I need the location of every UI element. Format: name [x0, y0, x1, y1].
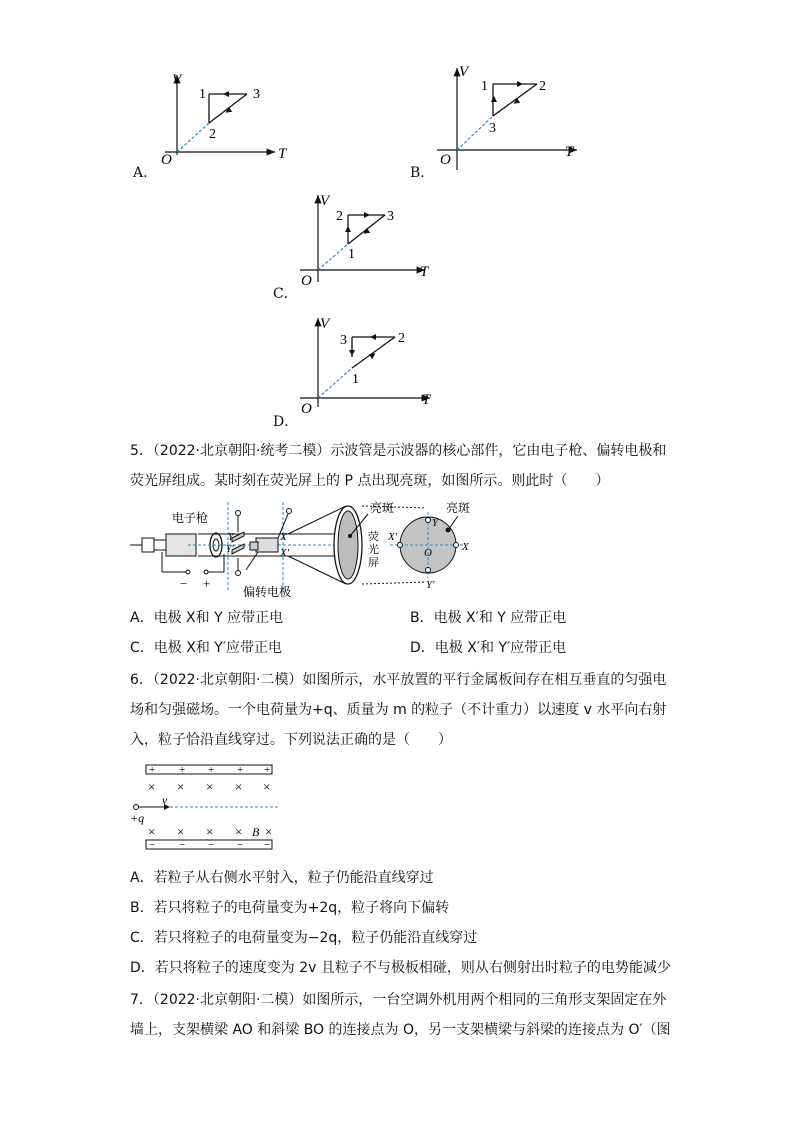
- svg-text:T: T: [565, 144, 574, 160]
- svg-text:2: 2: [209, 127, 216, 142]
- svg-text:−: −: [149, 839, 156, 851]
- svg-text:偏转电极: 偏转电极: [243, 585, 292, 599]
- svg-text:Y: Y: [432, 517, 439, 529]
- option-d-letter: D．: [273, 414, 299, 430]
- svg-text:T: T: [420, 264, 429, 280]
- svg-text:O: O: [301, 273, 312, 289]
- q5-stem-line1: 5．（2022·北京朝阳·统考二模）示波管是示波器的核心部件，它由电子枪、偏转电极和: [130, 443, 667, 459]
- svg-text:×: ×: [235, 779, 243, 794]
- svg-text:X′: X′: [280, 547, 290, 559]
- q7-stem-line1: 7．（2022·北京朝阳·二模）如图所示，一台空调外机用两个相同的三角形支架固定在外: [130, 992, 667, 1008]
- q6-option-b[interactable]: B．若只将粒子的电荷量变为+2q，粒子将向下偏转: [130, 900, 450, 916]
- svg-text:+: +: [208, 764, 215, 776]
- svg-text:2: 2: [336, 209, 343, 224]
- svg-text:+: +: [149, 764, 156, 776]
- svg-text:V: V: [459, 64, 469, 80]
- svg-text:O: O: [440, 152, 451, 168]
- svg-text:荧: 荧: [368, 530, 379, 543]
- svg-text:3: 3: [489, 121, 496, 136]
- svg-text:+: +: [179, 764, 186, 776]
- svg-text:×: ×: [263, 779, 271, 794]
- svg-text:×: ×: [235, 824, 243, 839]
- svg-text:−: −: [237, 839, 244, 851]
- q5-option-b[interactable]: B．电极 X′和 Y 应带正电: [410, 610, 567, 626]
- option-c-graph[interactable]: [270, 190, 440, 305]
- svg-text:−: −: [264, 839, 271, 851]
- option-b-graph[interactable]: [405, 60, 595, 185]
- svg-text:Y′: Y′: [226, 544, 234, 555]
- svg-text:光: 光: [368, 543, 379, 556]
- q6-stem-line1: 6．（2022·北京朝阳·二模）如图所示，水平放置的平行金属板间存在相互垂直的匀强电: [130, 672, 667, 688]
- q5-stem-line2: 荧光屏组成。某时刻在荧光屏上的 P 点出现亮斑，如图所示。则此时（ ）: [130, 473, 610, 489]
- plates-figure: [128, 760, 288, 855]
- svg-text:3: 3: [340, 333, 347, 348]
- q5-option-c[interactable]: C．电极 X和 Y′应带正电: [130, 640, 282, 656]
- svg-text:亮斑: 亮斑: [370, 501, 395, 515]
- svg-text:X′: X′: [388, 531, 398, 543]
- svg-text:×: ×: [148, 824, 156, 839]
- q6-stem-line2: 场和匀强磁场。一个电荷量为+q、质量为 m 的粒子（不计重力）以速度 v 水平向右射: [130, 702, 667, 718]
- q6-option-a[interactable]: A．若粒子从右侧水平射入，粒子仍能沿直线穿过: [130, 870, 434, 886]
- svg-text:V: V: [320, 316, 330, 332]
- svg-text:−: −: [179, 839, 186, 851]
- svg-text:亮斑: 亮斑: [446, 501, 471, 515]
- svg-text:3: 3: [253, 87, 260, 102]
- svg-text:+q: +q: [130, 811, 145, 825]
- option-b-letter: B．: [410, 165, 435, 181]
- svg-text:×: ×: [265, 824, 273, 839]
- q6-option-d[interactable]: D．若只将粒子的速度变为 2v 且粒子不与极板相碰，则从右侧射出时粒子的电势能减少: [130, 960, 671, 976]
- svg-text:3: 3: [387, 209, 394, 224]
- svg-text:O: O: [161, 152, 172, 168]
- svg-text:屏: 屏: [368, 556, 379, 569]
- svg-text:V: V: [320, 193, 330, 209]
- svg-text:X: X: [280, 531, 287, 543]
- oscilloscope-figure: [128, 500, 488, 600]
- dashed-line: [177, 123, 209, 152]
- svg-text:−: −: [180, 576, 188, 591]
- svg-text:v: v: [162, 793, 168, 807]
- svg-text:×: ×: [206, 824, 214, 839]
- svg-text:O: O: [301, 401, 312, 417]
- svg-text:T: T: [422, 392, 431, 408]
- svg-text:1: 1: [348, 247, 355, 262]
- svg-text:+: +: [203, 576, 211, 591]
- svg-text:×: ×: [206, 779, 214, 794]
- svg-text:T: T: [278, 146, 287, 162]
- svg-text:O: O: [424, 547, 432, 559]
- svg-text:V: V: [172, 72, 182, 88]
- svg-text:Y′: Y′: [426, 579, 435, 591]
- svg-text:1: 1: [199, 87, 206, 102]
- svg-text:+: +: [264, 764, 271, 776]
- option-a-letter: A．: [133, 165, 158, 181]
- svg-text:×: ×: [177, 824, 185, 839]
- svg-text:1: 1: [352, 372, 359, 387]
- q6-stem-line3: 入，粒子恰沿直线穿过。下列说法正确的是（ ）: [130, 732, 452, 748]
- svg-text:−: −: [208, 839, 215, 851]
- svg-text:1: 1: [481, 79, 488, 94]
- q5-option-d[interactable]: D．电极 X′和 Y′应带正电: [410, 640, 567, 656]
- svg-text:B: B: [252, 825, 260, 839]
- option-d-graph[interactable]: [270, 312, 440, 430]
- svg-text:×: ×: [148, 779, 156, 794]
- svg-text:+: +: [237, 764, 244, 776]
- svg-text:2: 2: [398, 331, 405, 346]
- q5-option-a[interactable]: A．电极 X和 Y 应带正电: [130, 610, 284, 626]
- svg-text:2: 2: [539, 79, 546, 94]
- option-a-graph[interactable]: [125, 60, 295, 185]
- q7-stem-line2: 墙上，支架横梁 AO 和斜梁 BO 的连接点为 O，另一支架横梁与斜梁的连接点为 O′（图: [130, 1022, 671, 1038]
- svg-text:Y: Y: [228, 532, 234, 543]
- svg-text:×: ×: [177, 779, 185, 794]
- svg-text:X: X: [462, 541, 469, 553]
- svg-text:电子枪: 电子枪: [172, 511, 209, 525]
- q6-option-c[interactable]: C．若只将粒子的电荷量变为−2q，粒子仍能沿直线穿过: [130, 930, 478, 946]
- option-c-letter: C．: [273, 286, 298, 302]
